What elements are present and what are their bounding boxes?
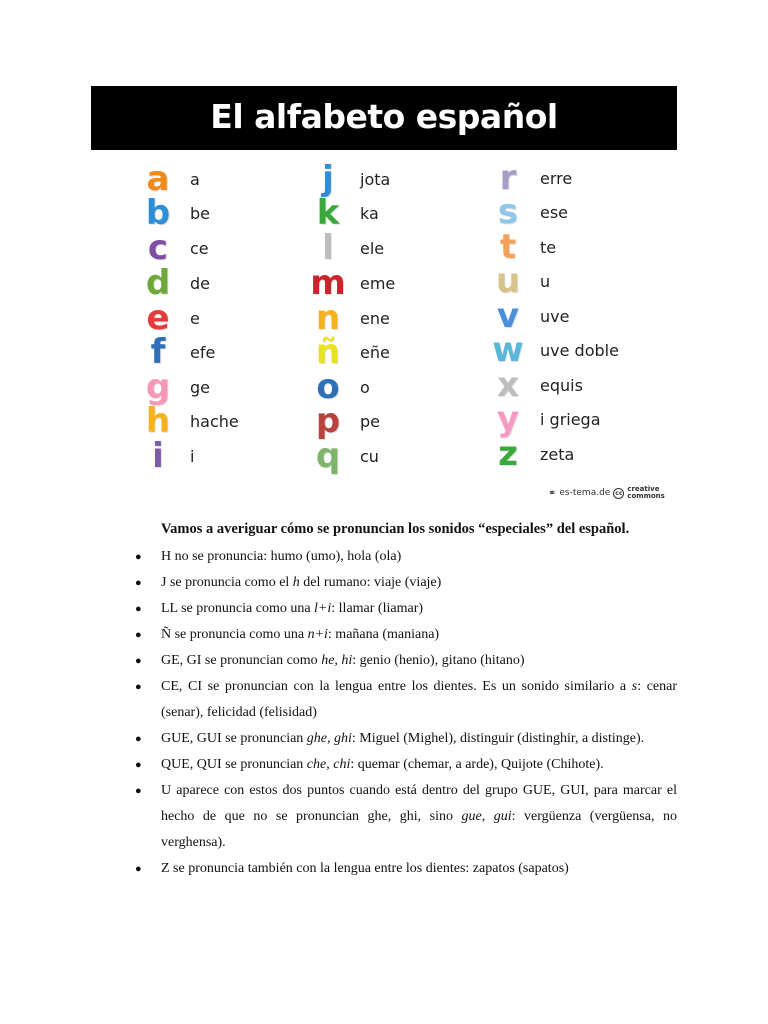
rule-item	[135, 648, 677, 674]
alphabet-letter-name: efe	[190, 343, 216, 362]
alphabet-letter-name: te	[540, 238, 557, 257]
alphabet-letter-name: de	[190, 274, 210, 293]
alphabet-letter-name: ge	[190, 378, 210, 397]
alphabet-letter-name: uve doble	[540, 341, 619, 360]
license-label: creative commons	[627, 485, 665, 500]
alphabet-entry-q	[306, 436, 506, 477]
creative-commons-icon: cc	[615, 489, 623, 497]
alphabet-letter-name: ene	[360, 309, 390, 328]
rule-example-sound: s	[631, 679, 638, 694]
alphabet-letter: v	[496, 296, 520, 336]
alphabet-letter-name: jota	[360, 170, 391, 189]
alphabet-letter: n	[315, 298, 341, 338]
rule-text: Ñ se pronuncia como una	[161, 627, 308, 642]
alphabet-letter: h	[145, 401, 171, 441]
alphabet-letter-name: i griega	[540, 410, 601, 429]
rule-item	[135, 752, 677, 778]
alphabet-letter: u	[495, 261, 521, 301]
bullet-icon: ●	[135, 863, 142, 875]
rule-item	[135, 778, 677, 856]
rule-example-sound: ghe, ghi	[306, 731, 352, 746]
alphabet-letter: c	[147, 228, 169, 268]
alphabet-letter-name: e	[190, 309, 200, 328]
rule-text: H no se pronuncia: humo (umo), hola (ola)	[161, 549, 402, 564]
alphabet-letter: ñ	[315, 332, 341, 372]
bullet-icon: ●	[135, 681, 142, 693]
logo-icon: ⚭	[548, 487, 557, 499]
rule-item	[135, 856, 677, 882]
alphabet-letter: x	[497, 365, 519, 405]
alphabet-letter-name: equis	[540, 376, 583, 395]
bullet-icon: ●	[135, 655, 142, 667]
rule-text: QUE, QUI se pronuncian	[161, 757, 307, 772]
bullet-icon: ●	[135, 551, 142, 563]
rule-text: U aparece con estos dos puntos cuando está dentro del grupo GUE, GUI, para marcar el hecho de que no se pronuncian ghe, ghi, sino	[161, 783, 677, 824]
rule-text: GUE, GUI se pronuncian	[161, 731, 307, 746]
rule-item	[135, 596, 677, 622]
rule-item	[135, 726, 677, 752]
alphabet-letter-name: o	[360, 378, 370, 397]
alphabet-letter: s	[497, 192, 519, 232]
rule-text: CE, CI se pronuncian con la lengua entre los dientes. Es un sonido similario a	[161, 679, 632, 694]
rule-example-sound: che, chi	[306, 757, 351, 772]
alphabet-letter-name: uve	[540, 307, 570, 326]
alphabet-letter: o	[316, 367, 340, 407]
rule-text: LL se pronuncia como una	[161, 601, 315, 616]
rule-item	[135, 570, 677, 596]
rule-text: : vergüenza (vergüensa, no verghensa).	[161, 809, 677, 850]
alphabet-letter: p	[315, 401, 341, 441]
alphabet-letter: q	[315, 436, 341, 476]
alphabet-letter-name: a	[190, 170, 200, 189]
rule-text: : Miguel (Mighel), distinguir (distinghir, a distinge).	[351, 731, 645, 746]
alphabet-letter: m	[310, 263, 346, 303]
alphabet-letter: g	[145, 367, 171, 407]
rule-item	[135, 544, 677, 570]
rule-text: Z se pronuncia también con la lengua entre los dientes: zapatos (sapatos)	[161, 861, 569, 876]
alphabet-letter-name: u	[540, 272, 551, 291]
alphabet-letter: e	[146, 298, 170, 338]
bullet-icon: ●	[135, 759, 142, 771]
rule-text: GE, GI se pronuncian como	[161, 653, 322, 668]
alphabet-letter-name: pe	[360, 412, 380, 431]
rule-example-sound: n+i	[307, 627, 328, 642]
alphabet-letter: f	[150, 332, 166, 372]
rule-example-sound: h	[292, 575, 300, 590]
alphabet-letter-name: be	[190, 204, 210, 223]
title-banner	[91, 86, 677, 150]
credit-site: es-tema.de	[559, 488, 611, 498]
alphabet-letter-name: cu	[360, 447, 379, 466]
alphabet-letter: k	[316, 193, 340, 233]
rule-item	[135, 674, 677, 726]
alphabet-letter: d	[145, 263, 171, 303]
alphabet-letter: r	[499, 158, 517, 198]
alphabet-letter-name: i	[190, 447, 195, 466]
alphabet-letter-name: eme	[360, 274, 396, 293]
rule-text: del rumano: viaje (viaje)	[299, 575, 442, 590]
alphabet-letter: t	[499, 227, 517, 267]
bullet-icon: ●	[135, 577, 142, 589]
alphabet-letter-name: hache	[190, 412, 239, 431]
pronunciation-rules-list	[135, 544, 677, 882]
alphabet-letter-name: eñe	[360, 343, 390, 362]
alphabet-letter-name: ele	[360, 239, 385, 258]
bullet-icon: ●	[135, 785, 142, 797]
bullet-icon: ●	[135, 603, 142, 615]
alphabet-letter: a	[146, 159, 170, 199]
alphabet-letter-name: ka	[360, 204, 379, 223]
rule-text: : genio (henio), gitano (hitano)	[352, 653, 525, 668]
rule-text: : mañana (maniana)	[327, 627, 440, 642]
credit-line	[548, 486, 665, 500]
alphabet-letter: b	[145, 193, 171, 233]
alphabet-letter: l	[322, 228, 334, 268]
page-title: El alfabeto español	[210, 96, 558, 136]
alphabet-letter: w	[492, 330, 524, 370]
bullet-icon: ●	[135, 629, 142, 641]
rule-text: : quemar (chemar, a arde), Quijote (Chihote).	[350, 757, 604, 772]
alphabet-letter: z	[498, 434, 518, 474]
alphabet-letter: y	[496, 399, 520, 439]
rule-text: : llamar (liamar)	[331, 601, 424, 616]
alphabet-entry-z	[486, 434, 686, 475]
alphabet-letter-name: ce	[190, 239, 209, 258]
rule-item	[135, 622, 677, 648]
alphabet-letter: i	[152, 436, 164, 476]
rule-text: J se pronuncia como el	[161, 575, 293, 590]
bullet-icon: ●	[135, 733, 142, 745]
alphabet-letter-name: ese	[540, 203, 569, 222]
rule-example-sound: he, hi	[321, 653, 353, 668]
alphabet-letter: j	[322, 159, 334, 199]
alphabet-entry-k	[306, 193, 506, 234]
section-heading: Vamos a averiguar cómo se pronuncian los sonidos “especiales” del español.	[161, 521, 630, 537]
alphabet-letter-name: zeta	[540, 445, 575, 464]
alphabet-letter-name: erre	[540, 169, 573, 188]
alphabet-entry-s	[486, 192, 686, 233]
rule-example-sound: l+i	[314, 601, 332, 616]
rule-example-sound: gue, gui	[461, 809, 512, 824]
rule-text: : cenar (senar), felicidad (felisidad)	[161, 679, 677, 720]
